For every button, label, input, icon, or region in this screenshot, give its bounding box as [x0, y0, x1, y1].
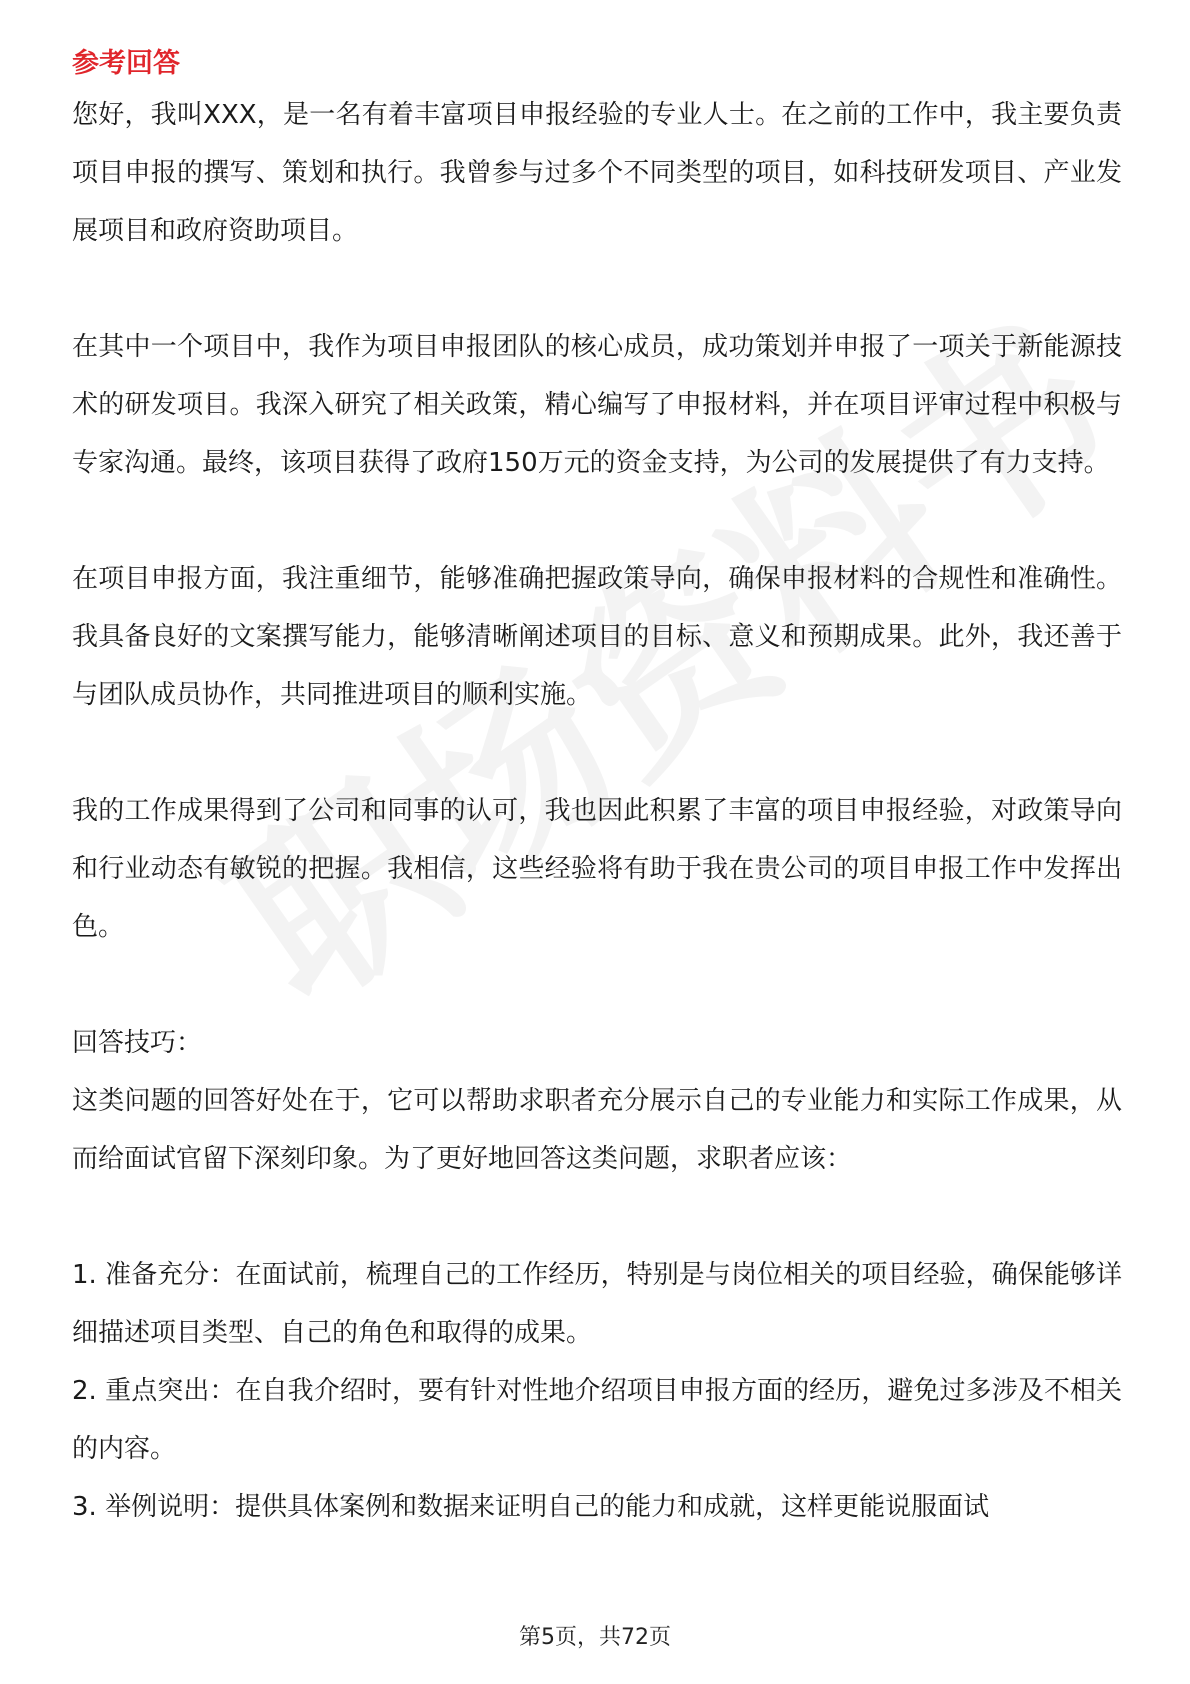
tips-list: [72, 1246, 1122, 1536]
document-page: [72, 46, 1122, 1536]
answer-paragraph-1: 您好，我叫XXX，是一名有着丰富项目申报经验的专业人士。在之前的工作中，我主要负责项目申报的撰写、策划和执行。我曾参与过多个不同类型的项目，如科技研发项目、产业发展项目和政府资助项目。: [72, 100, 1122, 246]
page-number: 第5页，共72页: [519, 1625, 671, 1650]
tips-intro: 这类问题的回答好处在于，它可以帮助求职者充分展示自己的专业能力和实际工作成果，从而给面试官留下深刻印象。为了更好地回答这类问题，求职者应该：: [72, 1086, 1122, 1174]
tips-item: 2. 重点突出：在自我介绍时，要有针对性地介绍项目申报方面的经历，避免过多涉及不相关的内容。: [72, 1376, 1122, 1464]
answer-paragraph-3: 在项目申报方面，我注重细节，能够准确把握政策导向，确保申报材料的合规性和准确性。我具备良好的文案撰写能力，能够清晰阐述项目的目标、意义和预期成果。此外，我还善于与团队成员协作，共同推进项目的顺利实施。: [72, 564, 1122, 710]
section-heading: 参考回答: [72, 48, 180, 79]
tips-label: 回答技巧：: [72, 1028, 203, 1058]
answer-paragraph-4: 我的工作成果得到了公司和同事的认可，我也因此积累了丰富的项目申报经验，对政策导向和行业动态有敏锐的把握。我相信，这些经验将有助于我在贵公司的项目申报工作中发挥出色。: [72, 796, 1122, 942]
tips-item: 1. 准备充分：在面试前，梳理自己的工作经历，特别是与岗位相关的项目经验，确保能够详细描述项目类型、自己的角色和取得的成果。: [72, 1260, 1122, 1348]
tips-item: 3. 举例说明：提供具体案例和数据来证明自己的能力和成就，这样更能说服面试: [72, 1492, 990, 1522]
answer-paragraph-2: 在其中一个项目中，我作为项目申报团队的核心成员，成功策划并申报了一项关于新能源技术的研发项目。我深入研究了相关政策，精心编写了申报材料，并在项目评审过程中积极与专家沟通。最终，该项目获得了政府150万元的资金支持，为公司的发展提供了有力支持。: [72, 332, 1122, 478]
